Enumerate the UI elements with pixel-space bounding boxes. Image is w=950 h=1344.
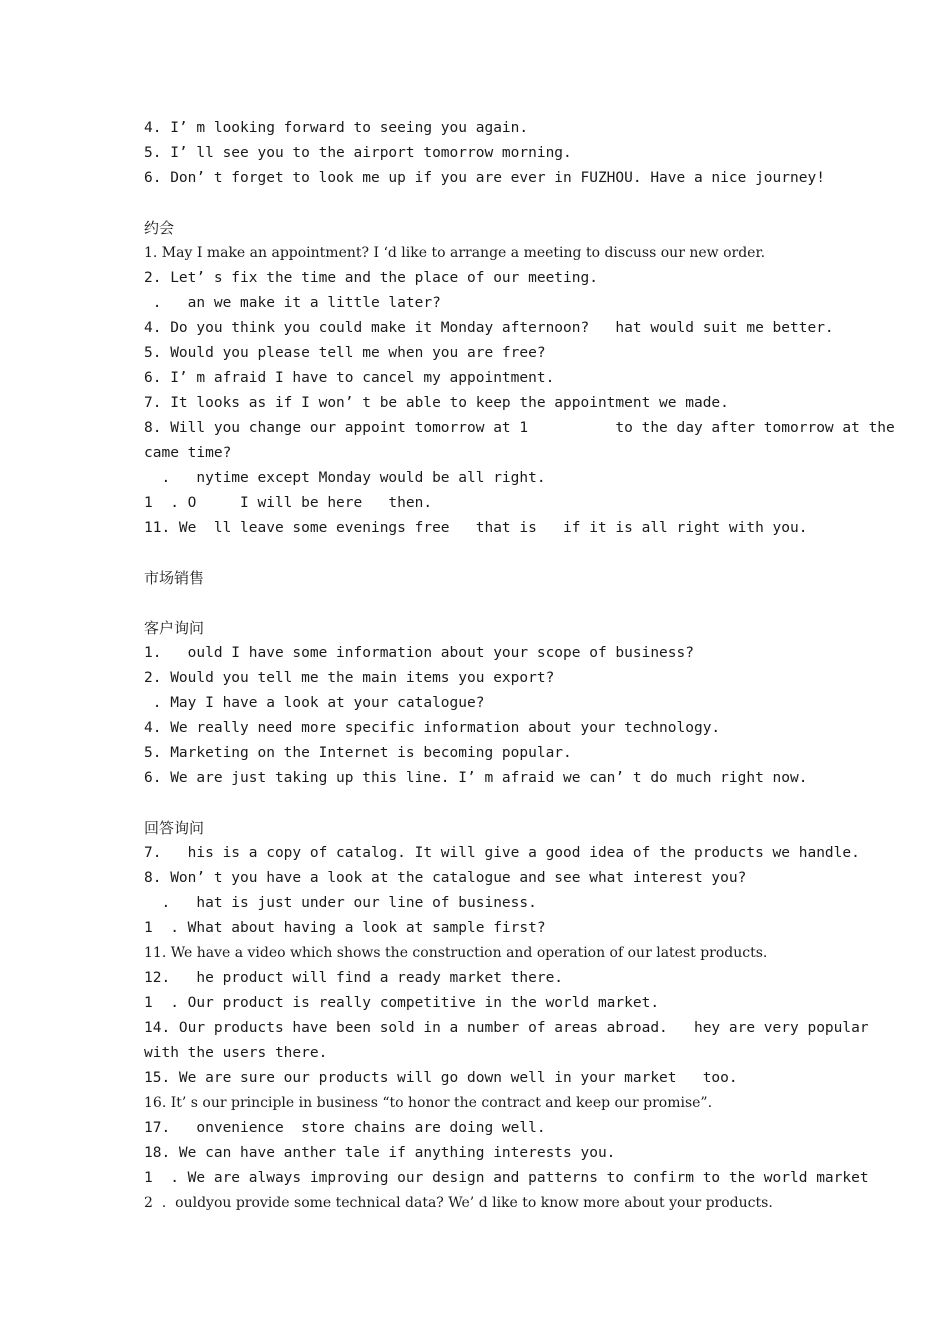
appointment-line: came time? bbox=[144, 445, 232, 461]
appointment-line: . nytime except Monday would be all right. bbox=[144, 470, 546, 486]
appointment-line: 8. Will you change our appoint tomorrow at 1 to the day after tomorrow at the bbox=[144, 420, 895, 436]
document-page bbox=[144, 116, 895, 1216]
reply-line: 1 . Our product is really competitive in the world market. bbox=[144, 995, 660, 1011]
appointment-line: . an we make it a little later? bbox=[144, 295, 441, 311]
spacer bbox=[144, 191, 844, 216]
appointment-line: 7. It looks as if I won’ t be able to keep the appointment we made. bbox=[144, 395, 729, 411]
spacer bbox=[144, 591, 844, 616]
appointment-line: 1. May I make an appointment? I ‘d like to arrange a meeting to discuss our new order. bbox=[144, 245, 766, 261]
reply-line: 18. We can have anther tale if anything interests you. bbox=[144, 1145, 616, 1161]
reply-line: 11. We have a video which shows the construction and operation of our latest products. bbox=[144, 945, 768, 961]
reply-line: 8. Won’ t you have a look at the catalogue and see what interest you? bbox=[144, 870, 747, 886]
reply-line: 12. he product will find a ready market there. bbox=[144, 970, 564, 986]
inquiry-line: 4. We really need more specific information about your technology. bbox=[144, 720, 721, 736]
section-heading-appointment: 约会 bbox=[144, 219, 175, 237]
intro-section bbox=[144, 116, 844, 191]
spacer bbox=[144, 791, 844, 816]
reply-line: . hat is just under our line of business. bbox=[144, 895, 537, 911]
reply-line: with the users there. bbox=[144, 1045, 328, 1061]
reply-line: 17. onvenience store chains are doing well. bbox=[144, 1120, 546, 1136]
appointment-line: 11. We ll leave some evenings free that is if it is all right with you. bbox=[144, 520, 808, 536]
reply-line: 7. his is a copy of catalog. It will give a good idea of the products we handle. bbox=[144, 845, 860, 861]
section-heading-marketing: 市场销售 bbox=[144, 569, 205, 587]
reply-line: 16. It’ s our principle in business “to honor the contract and keep our promise”. bbox=[144, 1095, 713, 1111]
inquiry-line: . May I have a look at your catalogue? bbox=[144, 695, 485, 711]
appointment-line: 6. I’ m afraid I have to cancel my appointment. bbox=[144, 370, 555, 386]
appointment-line: 1 . O I will be here then. bbox=[144, 495, 433, 511]
spacer bbox=[144, 541, 844, 566]
customer-inquiry-section bbox=[144, 616, 844, 791]
intro-line: 5. I’ ll see you to the airport tomorrow morning. bbox=[144, 145, 572, 161]
reply-line: 14. Our products have been sold in a number of areas abroad. hey are very popular bbox=[144, 1020, 869, 1036]
reply-line: 1 . We are always improving our design and patterns to confirm to the world market bbox=[144, 1170, 869, 1186]
appointment-section bbox=[144, 216, 895, 541]
reply-line: 1 . What about having a look at sample first? bbox=[144, 920, 546, 936]
intro-line: 4. I’ m looking forward to seeing you again. bbox=[144, 120, 529, 136]
inquiry-line: 2. Would you tell me the main items you export? bbox=[144, 670, 555, 686]
inquiry-line: 1. ould I have some information about your scope of business? bbox=[144, 645, 694, 661]
inquiry-line: 5. Marketing on the Internet is becoming popular. bbox=[144, 745, 572, 761]
appointment-line: 4. Do you think you could make it Monday afternoon? hat would suit me better. bbox=[144, 320, 834, 336]
reply-line: 15. We are sure our products will go down well in your market too. bbox=[144, 1070, 738, 1086]
section-heading-reply-inquiry: 回答询问 bbox=[144, 819, 205, 837]
section-heading-customer-inquiry: 客户询问 bbox=[144, 619, 205, 637]
appointment-line: 5. Would you please tell me when you are free? bbox=[144, 345, 546, 361]
appointment-line: 2. Let’ s fix the time and the place of our meeting. bbox=[144, 270, 598, 286]
inquiry-line: 6. We are just taking up this line. I’ m afraid we can’ t do much right now. bbox=[144, 770, 808, 786]
intro-line: 6. Don’ t forget to look me up if you are ever in FUZHOU. Have a nice journey! bbox=[144, 170, 825, 186]
reply-line: 2 . ouldyou provide some technical data? We’ d like to know more about your products. bbox=[144, 1195, 773, 1211]
reply-inquiry-section bbox=[144, 816, 869, 1216]
